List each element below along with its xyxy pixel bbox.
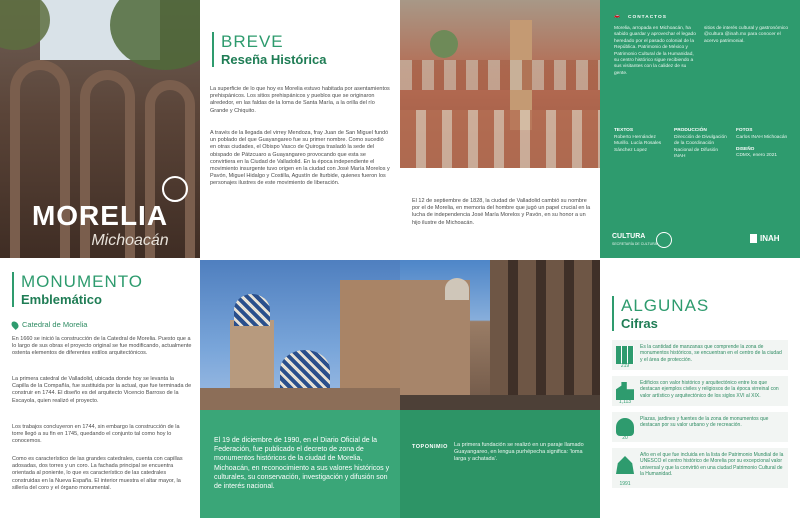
tiled-dome-main: [280, 350, 330, 390]
cifra-number: 1991: [619, 481, 631, 487]
cifra-text: Plazas, jardines y fuentes de la zona de monumentos que destacan por su valor urbano y de recreación.: [640, 416, 769, 429]
textos-label: TEXTOS: [614, 128, 634, 133]
cifra-row: [612, 448, 788, 488]
resena-subtitle: Reseña Histórica: [221, 52, 327, 67]
cover-state: Michoacán: [91, 232, 169, 249]
building-icon: [616, 382, 634, 400]
cifras-subtitle: Cifras: [621, 316, 658, 331]
cifra-number: 1,113: [618, 399, 632, 405]
tiled-dome: [234, 294, 270, 326]
monumento-paragraph-2: La primera catedral de Valladolid, ubicada donde hoy se levanta la Capilla de la Compañía, fue sustituida por la actual, que fue terminada de construir en 1744. El diseño es del arquitecto Vicencio Barroso de la Escayola, quien realizó el proyecto.: [12, 376, 192, 404]
resena-paragraph-2: A través de la llegada del virrey Mendoza, fray Juan de San Miguel fundó un poblado del que Guayangareo fue su primer nombre. Como sucedió en otras ciudades, el Obispo Vasco de Quiroga trasladó la sede del obispado de Pátzcuaro a Guayangareo provocando que esta se convirtiera en la Ciudad de Valladolid. En la época independiente el movimiento insurgente tuvo origen en la ciudad con José María Morelos y Pavón, Miguel Hidalgo y Costilla, Agustín de Iturbide, quienes fueron los personajes ilustres de este movimiento de liberación.: [210, 130, 390, 187]
place-row: [12, 320, 87, 329]
resena-paragraph-1: La superficie de lo que hoy es Morelia estuvo habitada por asentamientos prehispánicos. Los sitios prehispánicos y pueblos que se originaron alrededor, en las faldas de la loma de Santa María, a la orilla del río Grande y Chiquito.: [210, 86, 390, 114]
fotos-value: Carlos INAH Michoacán: [736, 135, 788, 140]
cifras-heading: [612, 296, 709, 331]
cover-photo-aqueduct: [0, 0, 200, 258]
place-label: Catedral de Morelia: [22, 320, 88, 329]
rooftops-lower: [400, 110, 600, 168]
cifra-row: [612, 340, 788, 370]
arcade-building: [490, 260, 600, 410]
small-dome: [445, 278, 469, 300]
monumento-paragraph-3: Los trabajos concluyeron en 1744, sin embargo la construcción de la torre llegó a su fin en 1745, quedando el conjunto tal como hoy lo conocemos.: [12, 424, 180, 445]
textos-value: Roberto Hernández Murillo. Lucía Rosales Sánchez Lopez: [614, 135, 662, 153]
cifra-text: Año en el que fue incluida en la lista de Patrimonio Mundial de la UNESCO el centro histórico de Morelia por su excepcional valor universal y que la convirtió en una ciudad Patrimonio Cultural de la Humanidad.: [640, 452, 784, 478]
cifra-number: 20: [622, 435, 628, 441]
toponimio-label: TOPONIMIO: [412, 444, 448, 450]
city-aerial-photo: [400, 0, 600, 168]
resena-title: BREVE: [221, 32, 284, 51]
produccion-value: Dirección de Divulgación de la Coordinación Nacional de Difusión INAH: [674, 135, 727, 160]
mexico-seal-icon: [656, 232, 672, 248]
cifra-row: [612, 412, 788, 442]
resena-paragraph-3: El 12 de septiembre de 1828, la ciudad de Valladolid cambió su nombre por el de Morelia, en memoria del hombre que jugó un papel crucial en la lucha de independencia José María Morelos y Pavón, en su honor a un hijo ilustre de Michoacán.: [412, 198, 591, 226]
decree-box: [200, 410, 400, 518]
produccion-label: PRODUCCIÓN: [674, 128, 707, 133]
cultura-logo-sub: SECRETARÍA DE CULTURA: [612, 242, 657, 246]
monument-icon: [616, 456, 634, 474]
blocks-icon: [616, 346, 634, 364]
fountain-icon: [616, 418, 634, 436]
cifras-title: ALGUNAS: [621, 296, 710, 315]
cultura-logo: CULTURA: [612, 233, 646, 240]
inah-logo: INAH: [760, 234, 780, 243]
monumento-paragraph-1: En 1660 se inició la construcción de la Catedral de Morelia. Puesto que a lo largo de sus obras el proyecto original se fue modificando, actualmente ostenta elementos de diferentes estilos arquitectónicos.: [12, 336, 192, 357]
toponimio-text: La primera fundación se realizó en un paraje llamado Guayangareo, en lengua purhépecha significa: 'loma larga y achatada'.: [454, 442, 584, 462]
monumento-title: MONUMENTO: [21, 272, 144, 291]
car-icon: 🚗: [614, 14, 620, 19]
cifra-text: Es la cantidad de manzanas que comprende la zona de monumentos históricos, se encuentran en el centro de la ciudad y el área de protección.: [640, 344, 782, 363]
morelia-seal-icon: [162, 176, 188, 202]
rooftops: [400, 60, 600, 90]
diseno-label: DISEÑO: [736, 147, 755, 152]
contact-label: CONTACTOS: [628, 15, 667, 20]
monumento-heading: [12, 272, 143, 307]
dome: [430, 30, 458, 58]
monumento-paragraph-4: Como es característico de las grandes catedrales, cuenta con capillas adosadas, dos torres y un coro. La fachada principal se encuentra orientada al poniente, lo que es característico de las catedrales construidas en la Nueva España. El interior muestra el altar mayor, la sillería del coro y el órgano monumental.: [12, 456, 183, 491]
credits-col1: Morelia, arropada en Michoacán, ha sabido guardar y aprovechar el legado heredado por el pasado colonial de la República. Patrimonio de México y Patrimonio Cultural de la Humanidad, su centro histórico sigue recibiendo a sus visitantes con la calidez de su gente.: [614, 26, 696, 76]
credits-panel: [600, 0, 800, 258]
decree-text: El 19 de diciembre de 1990, en el Diario Oficial de la Federación, fue publicado el decreto de zona de monumentos históricos de la ciudad de Morelia, Michoacán, en reconocimiento a sus valores históricos y culturales, su conservación, investigación y difusión son de interés nacional.: [214, 437, 390, 491]
inah-logo-icon: [750, 234, 757, 243]
toponimio-box: [400, 410, 600, 518]
cover-city: MORELIA: [31, 200, 169, 231]
cathedral-photo: [200, 260, 400, 410]
cifra-text: Edificios con valor histórico y arquitectónico entre los que destacan ejemplos civiles y religiosos de la época virreinal con valor artístico y arquitectónico de los siglos XVI al XIX.: [640, 380, 779, 399]
cifra-row: [612, 376, 788, 406]
street: [400, 395, 600, 410]
map-pin-icon: [10, 320, 20, 330]
cifra-number: 219: [620, 363, 630, 369]
cathedral-base: [200, 388, 400, 410]
credits-col2: sitios de interés cultural y gastronómico @cultura @inah.mx para conocer el acervo patrimonial.: [704, 26, 788, 44]
monumento-subtitle: Emblemático: [21, 292, 102, 307]
street-photo: [400, 260, 600, 410]
diseno-value: CDMX, enero 2021: [736, 153, 778, 158]
resena-heading: [212, 32, 327, 67]
fotos-label: FOTOS: [736, 128, 753, 133]
